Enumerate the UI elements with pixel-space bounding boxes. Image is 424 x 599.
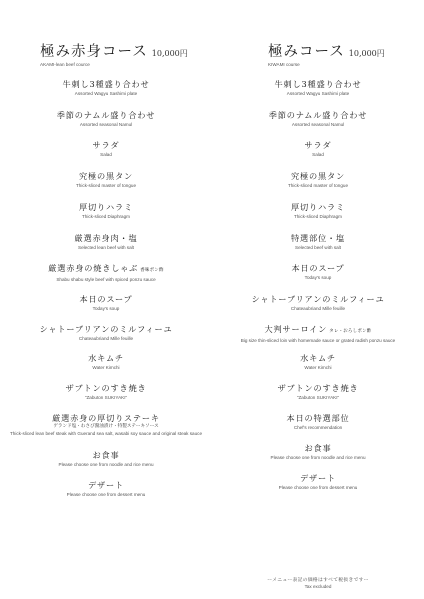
menu-item (0, 233, 212, 251)
dish-description: "Zabuton SUKIYAKI" (296, 395, 340, 400)
dish-name: ザブトンのすき焼き (65, 383, 147, 393)
dish-name: 厚切りハラミ (291, 202, 345, 212)
menu-item (212, 413, 424, 431)
tax-note (212, 577, 424, 590)
dish-description: Please choose one from dessert menu (66, 492, 146, 497)
dish-name: 厳選赤身の厚切りステーキ (52, 413, 160, 423)
dish-description: Chateaubriand Mille feuille (78, 336, 134, 341)
dish-description: Thick-sliced lean beef steak with Guerand sea salt, wasabi soy sauce and original steak sauce (9, 431, 203, 436)
menu-item (0, 294, 212, 312)
menu-item (212, 443, 424, 461)
menu-item (212, 202, 424, 220)
dish-description: Please choose one from dessert menu (278, 485, 358, 490)
dish-name: 水キムチ (88, 353, 124, 363)
dish-description: Thick-sliced master of tongue (76, 183, 136, 188)
menu-item (0, 110, 212, 128)
dish-description: Water Kimchi (92, 365, 120, 370)
dish-description: Thick-sliced master of tongue (288, 183, 348, 188)
dish-description: Selected beef with salt (295, 245, 341, 250)
dish-name: お食事 (92, 450, 120, 460)
menu-item (0, 202, 212, 220)
dish-sauce-note: タレ・おろしポン酢 (329, 329, 372, 334)
dish-name: サラダ (304, 140, 332, 150)
menu-item (212, 324, 424, 344)
dish-name: 究極の黒タン (291, 171, 345, 181)
menu-item (212, 353, 424, 371)
menu-item (0, 353, 212, 371)
menu-item (212, 294, 424, 312)
dish-description: Assorted seasonal Namul (79, 122, 133, 127)
dish-description: Today's soup (304, 275, 332, 280)
dish-name: 季節のナムル盛り合わせ (268, 110, 368, 120)
dish-name: 厳選赤身肉・塩 (74, 233, 138, 243)
dish-name (212, 324, 424, 337)
course-subtitle: KIWAMI course (268, 62, 300, 67)
dish-name (0, 263, 212, 276)
dish-description: Thick-sliced Diaphragm (82, 214, 130, 219)
dish-description: Chef's recommendation (293, 425, 343, 430)
dish-description: Assorted Wagyu Sashimi plate (286, 91, 350, 96)
dish-description: Assorted Wagyu Sashimi plate (74, 91, 138, 96)
menu-item (0, 140, 212, 158)
dish-name: シャトーブリアンのミルフィーユ (251, 294, 385, 304)
dish-name: デザート (300, 473, 336, 483)
dish-description: Water Kimchi (304, 365, 332, 370)
menu-item (0, 171, 212, 189)
dish-name: デザート (88, 480, 124, 490)
dish-name-main: 大判サーロイン (264, 324, 328, 334)
menu-item (0, 79, 212, 97)
course-title: 極み赤身コース (40, 44, 148, 60)
course-header (40, 40, 188, 67)
menu-item (212, 473, 424, 491)
dish-name: 水キムチ (300, 353, 336, 363)
dish-name: 本日のスープ (79, 294, 133, 304)
course-subtitle: AKAMI-lean beef cource (40, 62, 90, 67)
dish-name: ザブトンのすき焼き (277, 383, 359, 393)
dish-description: Big size thin-sliced loin with homemade sauce or grated radish ponzu sauce (240, 338, 396, 343)
dish-description: Chateaubriand Mille feuille (290, 306, 346, 311)
course-title: 極みコース (268, 44, 345, 60)
dish-name: サラダ (92, 140, 120, 150)
dish-name: シャトーブリアンのミルフィーユ (39, 324, 173, 334)
dish-description: "Zabuton SUKIYAKI" (84, 395, 128, 400)
menu-item (212, 263, 424, 281)
dish-description: Selected lean beef with salt (78, 245, 134, 250)
menu-item (212, 171, 424, 189)
dish-description: Shabu shabu style beef with spiced ponzu sauce (56, 277, 156, 282)
menu-item (212, 383, 424, 401)
dish-sauce-note: ゲランド塩・わさび醤油漬け・特製ステーキソース (53, 424, 159, 429)
menu-item (212, 140, 424, 158)
dish-name: 本日の特選部位 (286, 413, 350, 423)
course-header (268, 40, 385, 67)
dish-description: Please choose one from noodle and rice menu (58, 462, 154, 467)
dish-description: Salad (100, 152, 112, 157)
dish-description: Please choose one from noodle and rice menu (270, 455, 366, 460)
menu-item (212, 79, 424, 97)
menu-item (0, 450, 212, 468)
dish-name: 特選部位・塩 (291, 233, 345, 243)
dish-sauce-note: 香味ポン酢 (140, 268, 164, 273)
menu-item (0, 324, 212, 342)
course-price: 10,000円 (151, 49, 188, 58)
course-price: 10,000円 (348, 49, 385, 58)
menu-item (0, 263, 212, 283)
dish-name: お食事 (304, 443, 332, 453)
tax-note-english: Tax excluded (304, 584, 332, 589)
tax-note-japanese: ーメニュー表記の価格はすべて税抜きですー (267, 578, 369, 583)
menu-item (0, 383, 212, 401)
dish-name: 牛刺し3種盛り合わせ (274, 79, 362, 89)
menu-item (212, 110, 424, 128)
dish-name: 究極の黒タン (79, 171, 133, 181)
dish-name: 季節のナムル盛り合わせ (56, 110, 156, 120)
menu-item (0, 413, 212, 437)
dish-description: Today's soup (92, 306, 120, 311)
menu-item (0, 480, 212, 498)
dish-name: 本日のスープ (291, 263, 345, 273)
dish-name: 牛刺し3種盛り合わせ (62, 79, 150, 89)
dish-name-main: 厳選赤身の焼きしゃぶ (48, 263, 139, 273)
menu-item (212, 233, 424, 251)
dish-description: Thick-sliced Diaphragm (294, 214, 342, 219)
dish-description: Salad (312, 152, 324, 157)
dish-description: Assorted seasonal Namul (291, 122, 345, 127)
dish-name: 厚切りハラミ (79, 202, 133, 212)
